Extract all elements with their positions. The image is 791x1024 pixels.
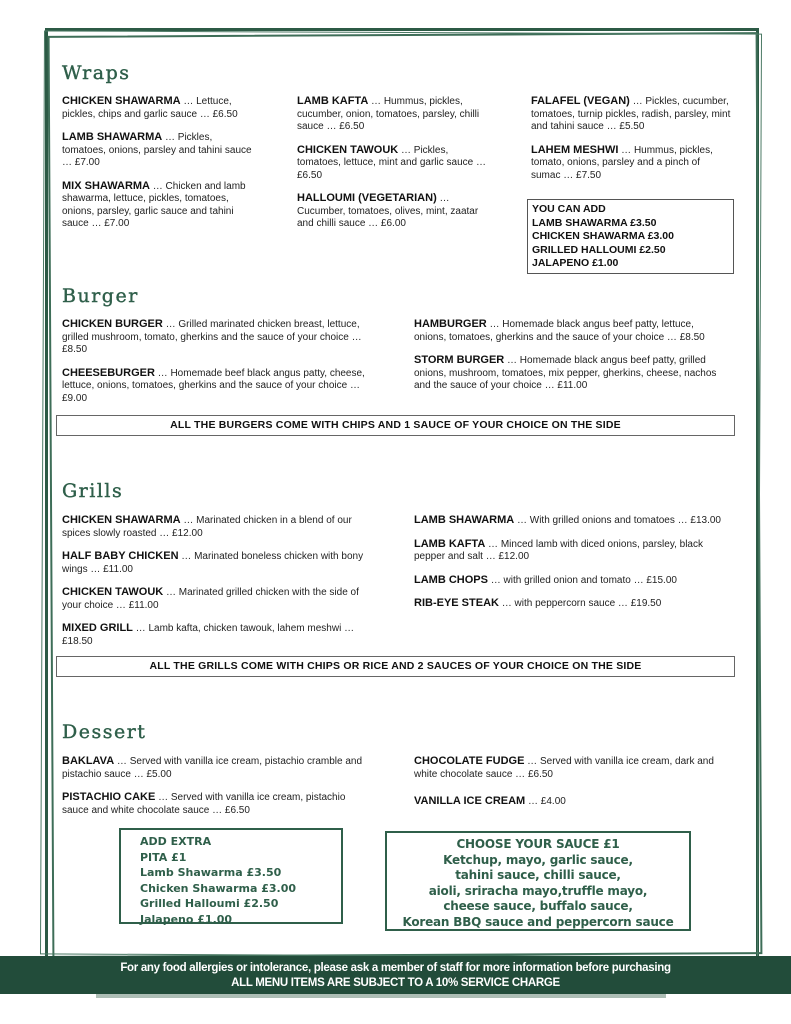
item-name: CHICKEN BURGER [62, 318, 163, 330]
menu-item [531, 95, 731, 134]
footer-shadow [96, 994, 666, 998]
sauce-line: CHOOSE YOUR SAUCE £1 [456, 837, 620, 851]
item-desc: … Chicken and lamb shawarma, lettuce, pickles, tomatoes, onions, parsley, garlic sauce and tahini sauce … £7.00 [62, 180, 246, 229]
menu-item [414, 574, 724, 588]
menu-item [414, 597, 724, 611]
item-name: CHOCOLATE FUDGE [414, 755, 525, 767]
footer-allergy-text: For any food allergies or intolerance, please ask a member of staff for more information before purchasing [120, 962, 671, 974]
add-extra-line: Grilled Halloumi £2.50 [140, 897, 279, 910]
wraps-add-box [527, 199, 734, 274]
item-desc: … £4.00 [525, 796, 566, 807]
footer-banner [0, 956, 791, 994]
item-name: CHICKEN SHAWARMA [62, 514, 181, 526]
add-box-line: YOU CAN ADD [532, 203, 606, 215]
sauce-line: tahini sauce, chilli sauce, [455, 868, 621, 883]
item-name: STORM BURGER [414, 354, 505, 366]
dessert-column-1 [62, 755, 372, 827]
add-extra-box [119, 828, 343, 924]
footer-service-charge-text: ALL MENU ITEMS ARE SUBJECT TO A 10% SERVICE CHARGE [231, 977, 560, 989]
add-box-line: JALAPENO £1.00 [532, 257, 619, 269]
section-title-burger: Burger [62, 285, 139, 307]
item-desc: … Pickles, tomatoes, lettuce, mint and garlic sauce … £6.50 [297, 144, 486, 181]
item-desc: … Served with vanilla ice cream, dark and white chocolate sauce … £6.50 [414, 756, 714, 780]
menu-item [414, 795, 724, 809]
item-desc: … With grilled onions and tomatoes … £13.00 [514, 515, 721, 526]
burger-note: ALL THE BURGERS COME WITH CHIPS AND 1 SAUCE OF YOUR CHOICE ON THE SIDE [56, 415, 735, 436]
item-name: LAMB SHAWARMA [414, 514, 515, 526]
menu-item [414, 755, 724, 781]
item-desc: … Homemade black angus beef patty, lettuce, onions, tomatoes, gherkins and the sauce of your choice … £8.50 [414, 319, 705, 343]
item-desc: … with peppercorn sauce … £19.50 [498, 598, 662, 609]
add-box-line: LAMB SHAWARMA £3.50 [532, 216, 657, 229]
menu-item [62, 95, 252, 121]
menu-item [531, 144, 731, 183]
item-name: LAHEM MESHWI [531, 143, 619, 156]
item-desc: … Lettuce, pickles, chips and garlic sauce … £6.50 [62, 96, 238, 120]
section-title-dessert: Dessert [62, 721, 147, 743]
item-name: MIX SHAWARMA [62, 179, 150, 192]
item-desc: … Homemade beef black angus patty, cheese, lettuce, onions, tomatoes, gherkins and the sauce of your choice … £9.00 [62, 367, 365, 404]
item-desc: … Grilled marinated chicken breast, lettuce, grilled mushroom, tomato, gherkins and the sauce of your choice … £8.50 [62, 319, 362, 355]
item-desc: … Homemade black angus beef patty, grilled onions, mushroom, tomatoes, mix pepper, gherkins, cheese, nachos and the sauce of your choice … £11.00 [414, 355, 717, 391]
grills-note: ALL THE GRILLS COME WITH CHIPS OR RICE AND 2 SAUCES OF YOUR CHOICE ON THE SIDE [56, 656, 735, 677]
item-name: HALF BABY CHICKEN [62, 550, 179, 562]
menu-item [297, 95, 487, 134]
item-name: LAMB CHOPS [414, 573, 488, 586]
dessert-column-2 [414, 755, 724, 819]
item-desc: … Marinated grilled chicken with the side of your choice … £11.00 [62, 587, 359, 611]
item-desc: … with grilled onion and tomato … £15.00 [487, 574, 677, 586]
menu-item [62, 514, 372, 540]
item-desc: … Lamb kafta, chicken tawouk, lahem meshwi … £18.50 [62, 623, 355, 647]
menu-item [62, 367, 367, 406]
item-desc: … Marinated boneless chicken with bony wings … £11.00 [62, 551, 364, 575]
item-name: CHICKEN SHAWARMA [62, 95, 181, 107]
item-name: LAMB SHAWARMA [62, 131, 163, 143]
item-desc: … Served with vanilla ice cream, pistachio cramble and pistachio sauce … £5.00 [62, 756, 363, 780]
item-desc: … Minced lamb with diced onions, parsley, black pepper and salt … £12.00 [414, 538, 703, 562]
add-extra-line: ADD EXTRA [140, 835, 212, 848]
item-desc: … Hummus, pickles, tomato, onions, parsley and a pinch of sumac … £7.50 [531, 144, 713, 181]
item-desc: … Hummus, pickles, cucumber, onion, tomatoes, parsley, chilli sauce … £6.50 [297, 96, 480, 132]
menu-item [62, 622, 372, 648]
item-name: CHEESEBURGER [62, 366, 155, 379]
menu-item [62, 550, 372, 576]
sauce-line: Ketchup, mayo, garlic sauce, [443, 852, 633, 867]
item-name: PISTACHIO CAKE [62, 791, 156, 803]
menu-item [414, 538, 724, 564]
sauce-line: cheese sauce, buffalo sauce, [443, 899, 633, 914]
section-title-wraps: Wraps [62, 62, 131, 84]
item-name: BAKLAVA [62, 755, 115, 767]
item-desc: … Cucumber, tomatoes, olives, mint, zaatar and chilli sauce … £6.00 [297, 193, 479, 229]
item-name: LAMB KAFTA [414, 537, 486, 550]
menu-item [62, 586, 372, 612]
menu-item [414, 514, 724, 528]
menu-item [414, 354, 724, 393]
item-name: RIB-EYE STEAK [414, 597, 499, 609]
grills-column-2 [414, 514, 724, 621]
menu-item [414, 318, 724, 344]
add-extra-line: Chicken Shawarma £3.00 [140, 881, 297, 895]
menu-item [62, 791, 372, 817]
burger-column-2 [414, 318, 724, 403]
menu-item [297, 192, 487, 231]
sauce-line: Korean BBQ sauce and peppercorn sauce [402, 914, 674, 929]
item-desc: … Marinated chicken in a blend of our spices slowly roasted … £12.00 [62, 515, 352, 539]
add-extra-line: Lamb Shawarma £3.50 [140, 866, 282, 879]
item-desc: … Pickles, tomatoes, onions, parsley and tahini sauce … £7.00 [62, 132, 252, 168]
grills-column-1 [62, 514, 372, 658]
item-name: FALAFEL (VEGAN) [531, 95, 630, 107]
wraps-column-1 [62, 95, 252, 241]
burger-column-1 [62, 318, 367, 415]
menu-item [62, 755, 372, 781]
item-name: MIXED GRILL [62, 622, 133, 634]
item-name: HALLOUMI (VEGETARIAN) [297, 192, 437, 204]
menu-item [62, 131, 252, 170]
add-extra-line: Jalapeno £1.00 [140, 912, 233, 926]
item-name: VANILLA ICE CREAM [414, 795, 526, 807]
sauce-box [385, 831, 691, 931]
menu-item [62, 180, 252, 231]
item-name: HAMBURGER [414, 318, 487, 330]
item-name: CHICKEN TAWOUK [62, 586, 164, 598]
item-desc: … Served with vanilla ice cream, pistachio sauce and white chocolate sauce … £6.50 [62, 792, 346, 816]
item-name: CHICKEN TAWOUK [297, 143, 399, 156]
wraps-column-3 [531, 95, 731, 192]
menu-item [62, 318, 367, 357]
add-box-line: GRILLED HALLOUMI £2.50 [532, 243, 666, 256]
sauce-line: aioli, sriracha mayo,truffle mayo, [428, 883, 648, 898]
item-desc: … Pickles, cucumber, tomatoes, turnip pickles, radish, parsley, mint and tahini sauce … £5.50 [531, 96, 731, 132]
menu-item [297, 144, 487, 183]
add-box-line: CHICKEN SHAWARMA £3.00 [532, 230, 674, 242]
add-extra-line: PITA £1 [140, 850, 187, 864]
item-name: LAMB KAFTA [297, 95, 369, 107]
section-title-grills: Grills [62, 480, 124, 502]
wraps-column-2 [297, 95, 487, 241]
